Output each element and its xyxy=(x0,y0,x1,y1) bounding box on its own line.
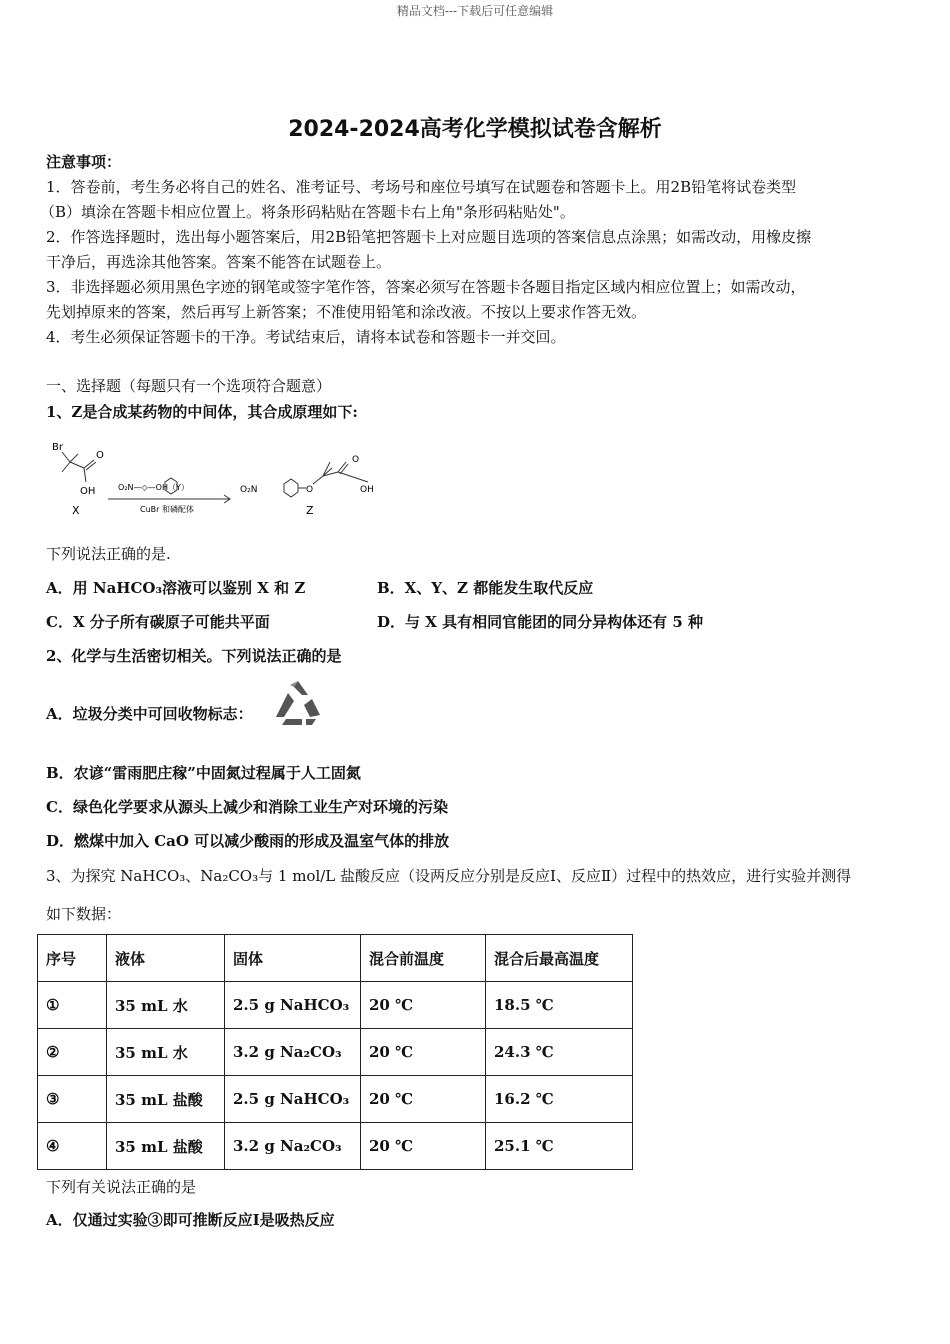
table-header: 液体 xyxy=(107,935,225,982)
q1-option-d: D．与 X 具有相同官能团的同分异构体还有 5 种 xyxy=(377,613,703,631)
x-br-label: Br xyxy=(52,442,63,453)
table-row xyxy=(38,982,633,1029)
table-row xyxy=(38,1123,633,1170)
question-1-stem: 1、Z是合成某药物的中间体，其合成原理如下: xyxy=(46,403,358,421)
notice-heading: 注意事项： xyxy=(46,153,122,171)
table-header: 混合前温度 xyxy=(361,935,486,982)
y-reagent-label: O₂N—◇—OH（Y） xyxy=(118,483,189,492)
q2-option-c: C．绿色化学要求从源头上减少和消除工业生产对环境的污染 xyxy=(46,798,448,816)
q2-option-d: D．燃煤中加入 CaO 可以减少酸雨的形成及温室气体的排放 xyxy=(46,832,450,850)
z-compound-label: Z xyxy=(306,504,314,517)
x-oh-label: OH xyxy=(80,486,96,497)
question-3-stem-cont: 如下数据： xyxy=(46,905,122,923)
table-cell: 20 ℃ xyxy=(361,1029,486,1076)
question-1-ask: 下列说法正确的是. xyxy=(46,545,171,563)
notice-line: 3．非选择题必须用黑色字迹的钢笔或签字笔作答，答案必须写在答题卡各题目指定区域内相应位置上；如需改动， xyxy=(46,278,806,296)
x-compound-label: X xyxy=(72,504,80,517)
question-3-stem: 3、为探究 NaHCO₃、Na₂CO₃与 1 mol/L 盐酸反应（设两反应分别是反应Ⅰ、反应Ⅱ）过程中的热效应，进行实验并测得 xyxy=(46,867,852,885)
z-ether-o-label: O xyxy=(306,485,314,495)
recycle-icon xyxy=(272,679,324,727)
z-oh-label: OH xyxy=(360,485,374,495)
table-header: 混合后最高温度 xyxy=(486,935,633,982)
table-cell: 3.2 g Na₂CO₃ xyxy=(225,1029,361,1076)
x-o-label: O xyxy=(96,450,104,461)
table-header: 序号 xyxy=(38,935,107,982)
data-table xyxy=(37,934,633,1170)
section-heading: 一、选择题（每题只有一个选项符合题意） xyxy=(46,377,332,395)
notice-line: 2．作答选择题时，选出每小题答案后，用2B铅笔把答题卡上对应题目选项的答案信息点涂黑；如需改动，用橡皮擦 xyxy=(46,228,812,246)
z-no2-label: O₂N xyxy=(240,485,258,495)
reaction-scheme xyxy=(40,432,390,522)
table-cell: 24.3 ℃ xyxy=(486,1029,633,1076)
table-cell: 35 mL 水 xyxy=(107,982,225,1029)
table-cell: ④ xyxy=(38,1123,107,1170)
table-cell: 20 ℃ xyxy=(361,982,486,1029)
q2-option-a: A．垃圾分类中可回收物标志： xyxy=(46,705,253,723)
table-cell: 18.5 ℃ xyxy=(486,982,633,1029)
q1-option-b: B．X、Y、Z 都能发生取代反应 xyxy=(377,579,594,597)
question-3-ask: 下列有关说法正确的是 xyxy=(46,1178,197,1196)
notice-line: （B）填涂在答题卡相应位置上。将条形码粘贴在答题卡右上角"条形码粘贴处"。 xyxy=(40,203,575,221)
table-cell: ③ xyxy=(38,1076,107,1123)
table-header: 固体 xyxy=(225,935,361,982)
question-2-stem: 2、化学与生活密切相关。下列说法正确的是 xyxy=(46,647,342,665)
notice-line: 干净后，再选涂其他答案。答案不能答在试题卷上。 xyxy=(46,253,392,271)
notice-line: 4．考生必须保证答题卡的干净。考试结束后，请将本试卷和答题卡一并交回。 xyxy=(46,328,566,346)
table-cell: 2.5 g NaHCO₃ xyxy=(225,1076,361,1123)
table-row xyxy=(38,1076,633,1123)
table-cell: 2.5 g NaHCO₃ xyxy=(225,982,361,1029)
table-cell: ② xyxy=(38,1029,107,1076)
table-cell: 25.1 ℃ xyxy=(486,1123,633,1170)
table-cell: 35 mL 水 xyxy=(107,1029,225,1076)
notice-line: 先划掉原来的答案，然后再写上新答案；不准使用铅笔和涂改液。不按以上要求作答无效。 xyxy=(46,303,647,321)
z-o-label: O xyxy=(352,455,360,465)
table-cell: 20 ℃ xyxy=(361,1123,486,1170)
table-row xyxy=(38,1029,633,1076)
table-cell: ① xyxy=(38,982,107,1029)
table-cell: 3.2 g Na₂CO₃ xyxy=(225,1123,361,1170)
table-header-row xyxy=(38,935,633,982)
table-cell: 20 ℃ xyxy=(361,1076,486,1123)
q3-option-a: A．仅通过实验③即可推断反应Ⅰ是吸热反应 xyxy=(46,1211,335,1229)
table-cell: 16.2 ℃ xyxy=(486,1076,633,1123)
notice-line: 1．答卷前，考生务必将自己的姓名、准考证号、考场号和座位号填写在试题卷和答题卡上。用2B铅笔将试卷类型 xyxy=(46,178,797,196)
q1-option-a: A．用 NaHCO₃溶液可以鉴别 X 和 Z xyxy=(46,579,306,597)
table-cell: 35 mL 盐酸 xyxy=(107,1076,225,1123)
q1-option-c: C．X 分子所有碳原子可能共平面 xyxy=(46,613,270,631)
page-header: 精品文档---下载后可任意编辑 xyxy=(396,4,554,18)
page-title: 2024-2024高考化学模拟试卷含解析 xyxy=(288,117,662,142)
table-cell: 35 mL 盐酸 xyxy=(107,1123,225,1170)
catalyst-label: CuBr 和磷配体 xyxy=(140,505,194,514)
q2-option-b: B．农谚“雷雨肥庄稼”中固氮过程属于人工固氮 xyxy=(46,764,361,782)
